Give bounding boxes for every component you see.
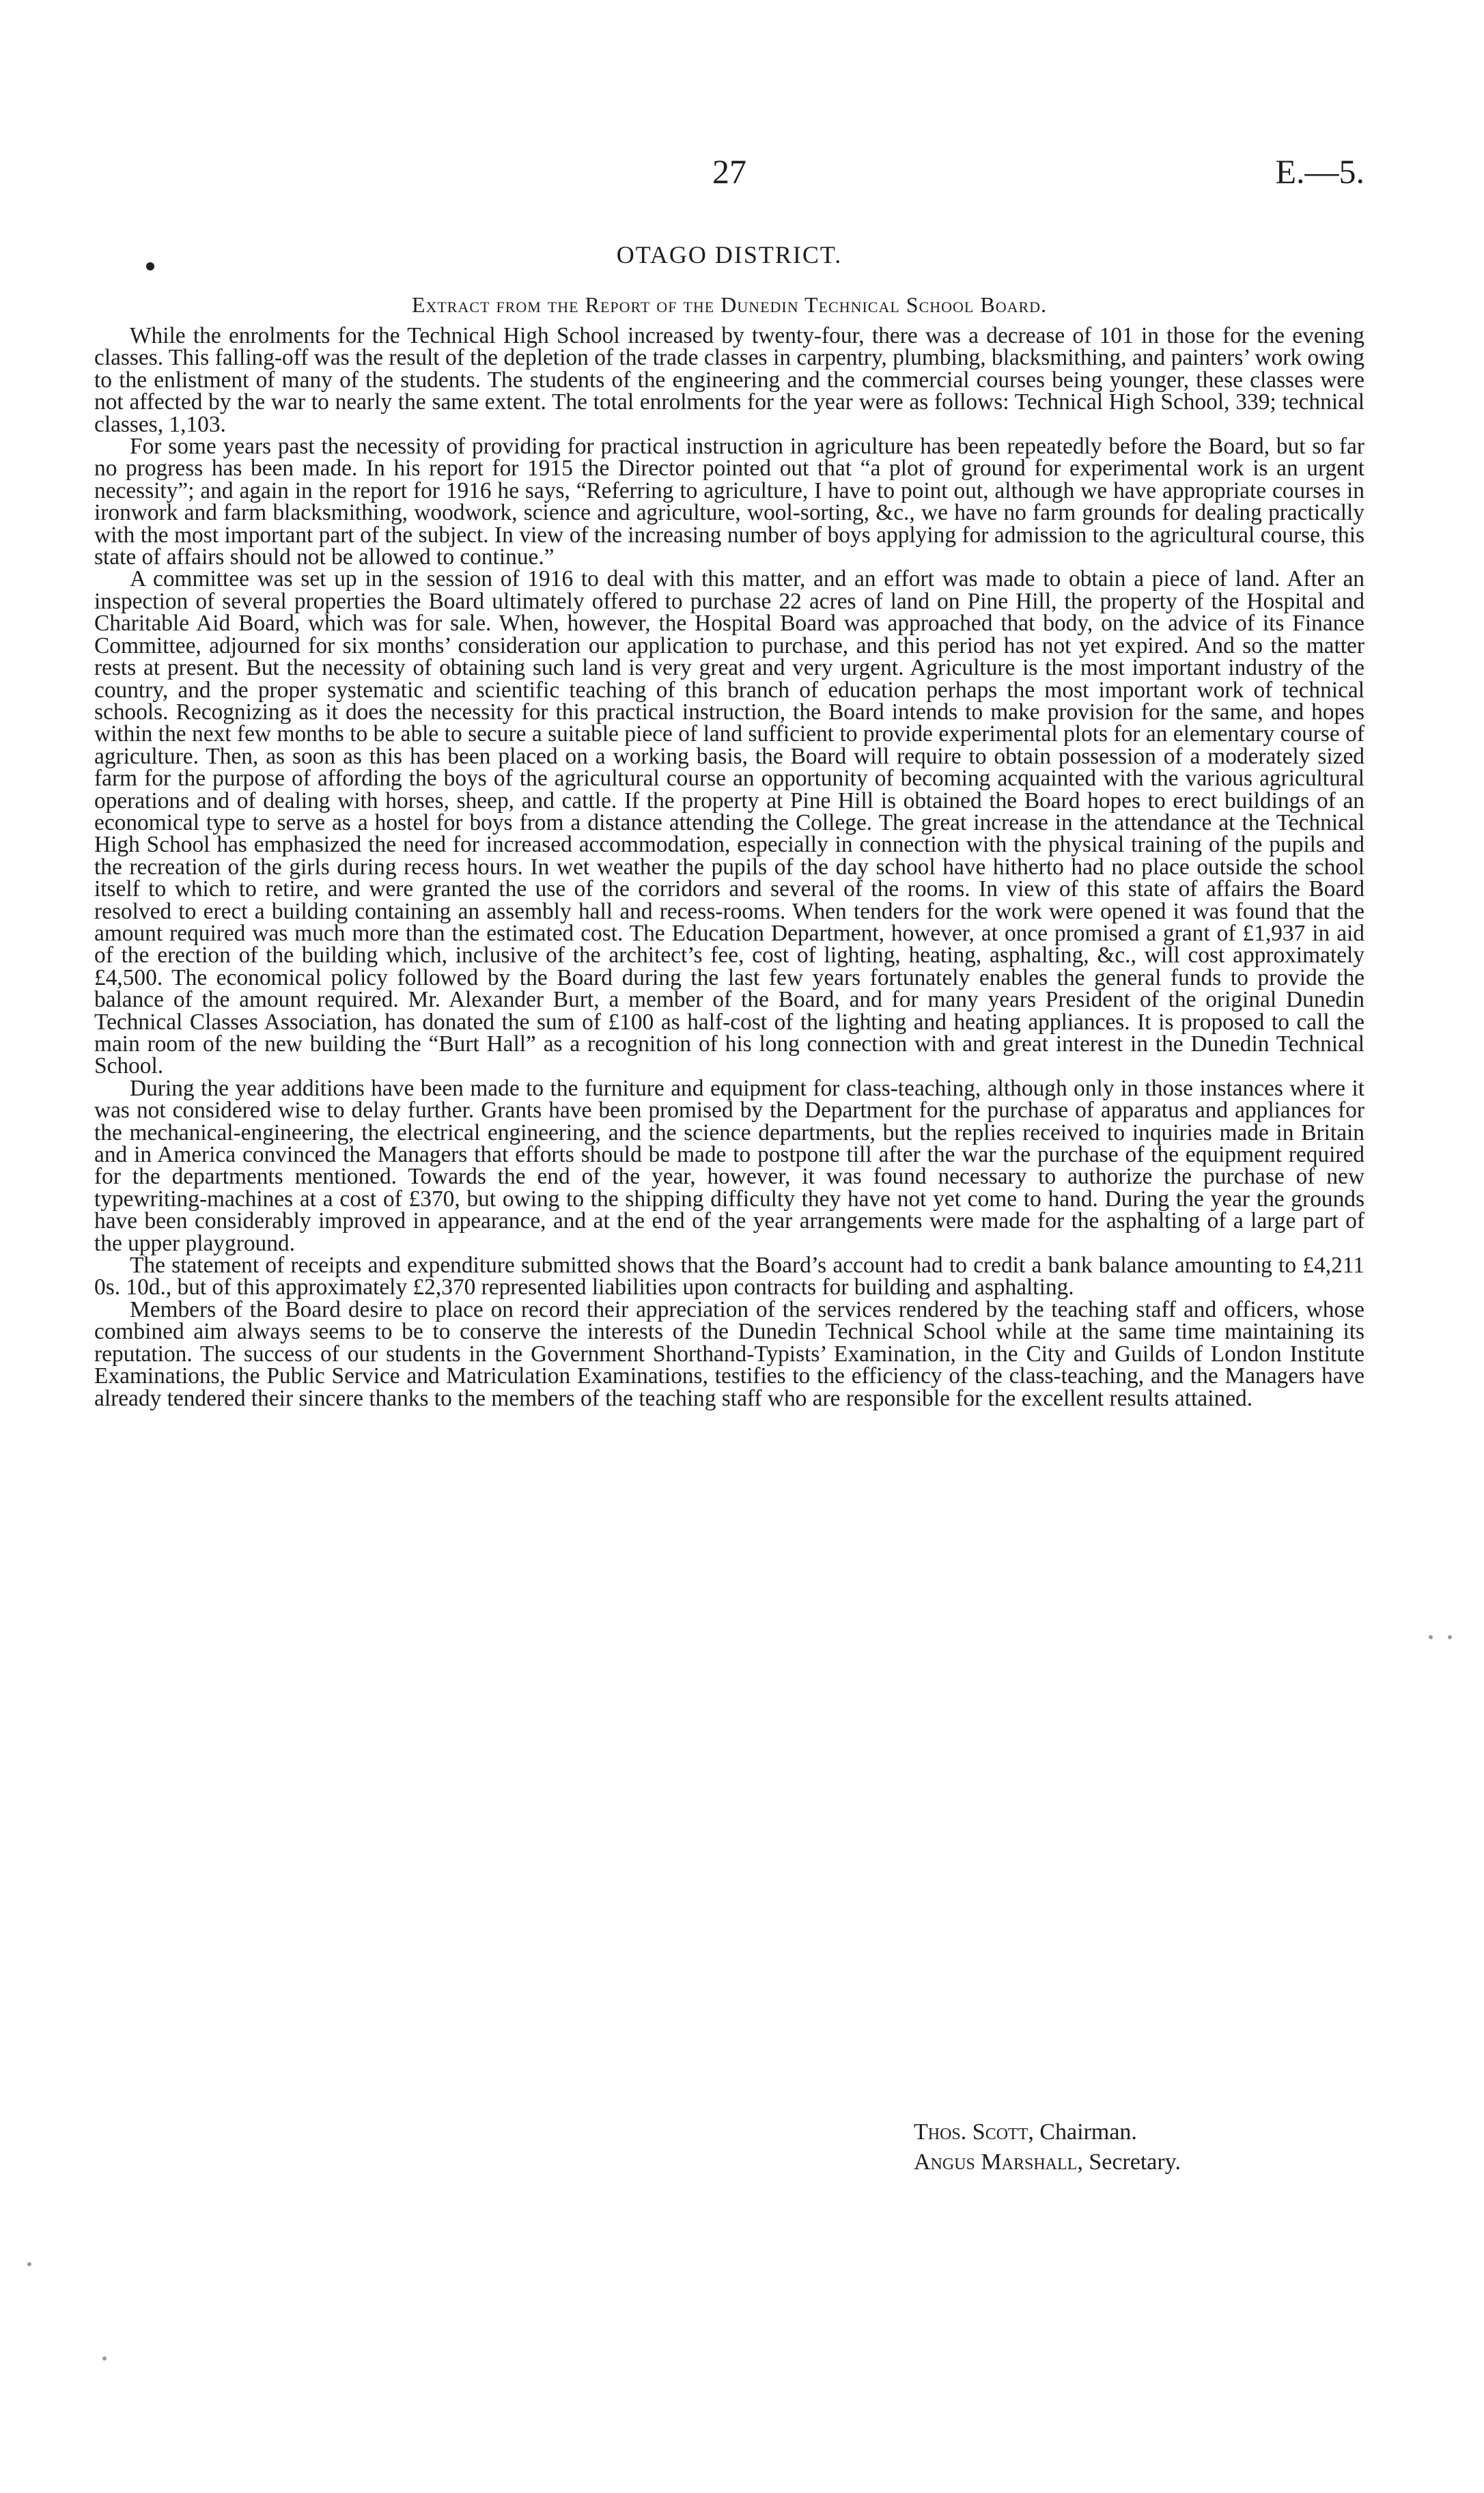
scan-speck (102, 2356, 107, 2360)
signatory-name: Thos. Scott (914, 2119, 1028, 2145)
report-body (94, 325, 1364, 1410)
signatory-role: , Chairman. (1028, 2119, 1137, 2145)
paragraph-appreciation: Members of the Board desire to place on record their appreciation of the services rendered by the teaching staff and officers, whose combined aim always seems to be to conserve the interests of the Dunedin Technical School while at the same time maintaining its reputation. The success of our students in the Government Shorthand-Typists’ Examination, in the City and Guilds of London Institute Examinations, the Public Service and Matriculation Examinations, testifies to the efficiency of the class-teaching, and the Managers have already tendered their sincere thanks to the members of the teaching staff who are responsible for the excellent results attained. (94, 1296, 1364, 1411)
paragraph-agriculture: For some years past the necessity of providing for practical instruction in agriculture has been repeatedly before the Board, but so far no progress has been made. In his report for 1915 the Director pointed out that “a plot of ground for experimental work is an urgent necessity”; and again in the report for 1916 he says, “Referring to agriculture, I have to point out, although we have appropriate courses in ironwork and farm blacksmithing, woodwork, science and agriculture, wool-sorting, &c., we have no farm grounds for dealing practically with the most important part of the subject. In view of the increasing number of boys applying for admission to the agricultural course, this state of affairs should not be allowed to continue.” (94, 434, 1364, 570)
signature-block (914, 2117, 1364, 2177)
paragraph-enrolments: While the enrolments for the Technical High School increased by twenty-four, there was a decrease of 101 in those for the evening classes. This falling-off was the result of the depletion of the trade classes in carpentry, plumbing, blacksmithing, and painters’ work owing to the enlistment of many of the students. The students of the engineering and the commercial courses being younger, these classes were not affected by the war to nearly the same extent. The total enrolments for the year were as follows: Technical High School, 339; technical classes, 1,103. (94, 323, 1364, 437)
paragraph-committee: A committee was set up in the session of 1916 to deal with this matter, and an effort was made to obtain a piece of land. After an inspection of several properties the Board ultimately offered to purchase 22 acres of land on Pine Hill, the property of the Hospital and Charitable Aid Board, which was for sale. When, however, the Hospital Board was approached that body, on the advice of its Finance Committee, adjourned for six months’ consideration our application to purchase, and this period has not yet expired. And so the matter rests at present. But the necessity of obtaining such land is very great and very urgent. Agriculture is the most important industry of the country, and the proper systematic and scientific teaching of this branch of education perhaps the most important work of technical schools. Recognizing as it does the necessity for this practical instruction, the Board intends to make provision for the same, and hopes within the next few months to be able to secure a suitable piece of land sufficient to provide experimental plots for an elementary course of agriculture. Then, as soon as this has been placed on a working basis, the Board will require to obtain possession of a moderately sized farm for the purpose of affording the boys of the agricultural course an opportunity of becoming acquainted with the various agricultural operations and of dealing with horses, sheep, and cattle. If the property at Pine Hill is obtained the Board hopes to erect buildings of an economical type to serve as a hostel for boys from a distance attending the College. The great increase in the attendance at the Technical High School has emphasized the need for increased accommodation, especially in connection with the physical training of the pupils and the recreation of the girls during recess hours. In wet weather the pupils of the day school have hitherto had no place outside the school itself to which to retire, and were granted the use of the corridors and several of the rooms. In view of this state of affairs the Board resolved to erect a building containing an assembly hall and recess-rooms. When tenders for the work were opened it was found that the amount required was much more than the estimated cost. The Education Department, however, at once promised a grant of £1,937 in aid of the erection of the building which, inclusive of the architect’s fee, cost of lighting, heating, asphalting, &c., will cost approximately £4,500. The economical policy followed by the Board during the last few years fortunately enables the general funds to provide the balance of the amount required. Mr. Alexander Burt, a member of the Board, and for many years President of the original Dunedin Technical Classes Association, has donated the sum of £100 as half-cost of the lighting and heating appliances. It is proposed to call the main room of the new building the “Burt Hall” as a recognition of his long connection with and great interest in the Dunedin Technical School. (94, 566, 1364, 1079)
signatory-role: , Secretary. (1077, 2149, 1181, 2175)
page-header (94, 152, 1364, 199)
scan-speck (27, 2262, 31, 2266)
section-title: OTAGO DISTRICT. (616, 241, 843, 268)
scan-speck (1448, 1635, 1452, 1639)
scan-speck (1429, 1635, 1433, 1639)
report-subtitle: Extract from the Report of the Dunedin Technical School Board. (411, 292, 1048, 317)
signature-secretary (914, 2147, 1364, 2177)
paragraph-accounts: The statement of receipts and expenditure submitted shows that the Board’s account had to credit a bank balance amounting to £4,211 0s. 10d., but of this approximately £2,370 represented liabilities upon contracts for building and asphalting. (94, 1253, 1364, 1300)
paragraph-equipment: During the year additions have been made to the furniture and equipment for class-teaching, although only in those instances where it was not considered wise to delay further. Grants have been promised by the Department for the purchase of apparatus and appliances for the mechanical-engineering, the electrical engineering, and the science departments, but the replies received to inquiries made in Britain and in America convinced the Managers that efforts should be made to postpone till after the war the purchase of the equipment required for the departments mentioned. Towards the end of the year, however, it was found necessary to authorize the purchase of new typewriting-machines at a cost of £370, but owing to the shipping difficulty they have not yet come to hand. During the year the grounds have been considerably improved in appearance, and at the end of the year arrangements were made for the asphalting of a large part of the upper playground. (94, 1075, 1364, 1256)
signature-chairman (914, 2117, 1364, 2147)
signatory-name: Angus Marshall (914, 2149, 1078, 2175)
document-code: E.—5. (1275, 152, 1364, 191)
page-number: 27 (712, 152, 746, 191)
